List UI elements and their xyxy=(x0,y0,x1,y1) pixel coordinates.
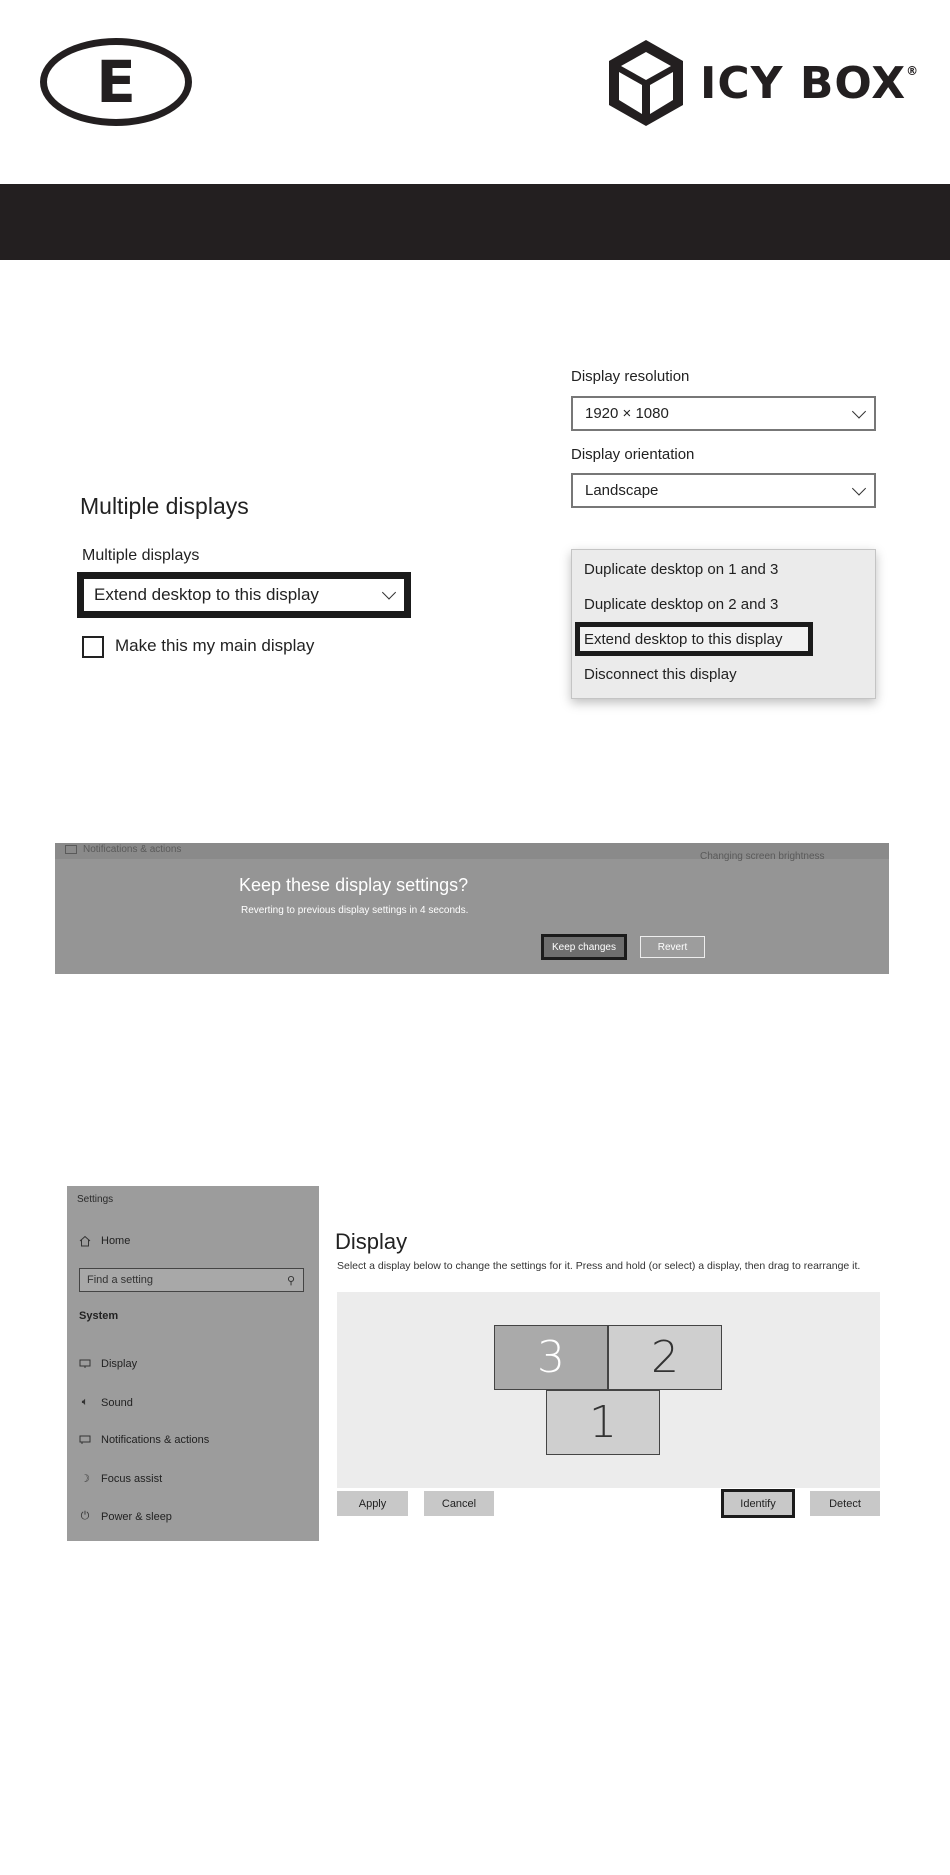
sidebar-item-focus-assist[interactable] xyxy=(79,1472,162,1485)
home-icon xyxy=(79,1235,91,1247)
monitor-icon xyxy=(79,1359,91,1369)
language-badge-letter: E xyxy=(96,48,136,116)
sidebar-item-notifications[interactable] xyxy=(79,1434,209,1446)
identify-label: Identify xyxy=(724,1492,792,1515)
resolution-value: 1920 × 1080 xyxy=(585,405,669,422)
dropdown-option[interactable]: Duplicate desktop on 2 and 3 xyxy=(584,596,779,613)
sidebar-item-display[interactable] xyxy=(79,1358,137,1370)
multiple-displays-value: Extend desktop to this display xyxy=(94,585,319,604)
multiple-displays-dropdown xyxy=(571,549,876,699)
sidebar-item-home[interactable] xyxy=(79,1235,130,1247)
notifications-nav-label: Notifications & actions xyxy=(83,844,182,855)
sidebar-item-label: Display xyxy=(101,1358,138,1370)
identify-button[interactable] xyxy=(721,1489,795,1518)
dropdown-option[interactable]: Disconnect this display xyxy=(584,666,737,683)
multiple-displays-select-highlight[interactable] xyxy=(77,572,411,618)
display-arrangement-area xyxy=(337,1292,880,1488)
keep-changes-button[interactable] xyxy=(541,934,627,960)
search-icon: ⚲ xyxy=(286,1275,295,1287)
multiple-displays-label: Multiple displays xyxy=(82,547,200,564)
sidebar-item-label: Power & sleep xyxy=(101,1510,172,1523)
revert-button[interactable]: Revert xyxy=(640,936,705,958)
brand-wordmark: ICY BOX xyxy=(700,58,907,109)
settings-sidebar xyxy=(67,1186,319,1541)
language-badge xyxy=(40,38,192,126)
main-display-checkbox[interactable] xyxy=(82,636,104,658)
notification-icon xyxy=(79,1435,91,1445)
sidebar-item-label: Focus assist xyxy=(101,1472,163,1485)
dropdown-option-selected[interactable] xyxy=(575,622,813,656)
cancel-button[interactable]: Cancel xyxy=(424,1491,494,1516)
page-description: Select a display below to change the settings for it. Press and hold (or select) a display, then drag to rearrange it. xyxy=(337,1260,861,1272)
notifications-nav-item xyxy=(65,844,181,855)
power-icon: ⏻ xyxy=(80,1510,90,1522)
settings-window-title: Settings xyxy=(77,1194,114,1205)
search-placeholder: Find a setting xyxy=(87,1274,154,1286)
search-input[interactable] xyxy=(79,1268,304,1292)
monitor-icon xyxy=(65,845,77,854)
chevron-down-icon xyxy=(852,404,866,418)
cube-logo-icon xyxy=(607,38,685,128)
sidebar-item-label: Sound xyxy=(101,1396,133,1409)
chevron-down-icon xyxy=(852,481,866,495)
header-bar xyxy=(0,184,950,260)
sidebar-item-label: Notifications & actions xyxy=(101,1434,210,1446)
page-title: Display xyxy=(335,1229,408,1254)
brand-name xyxy=(700,58,919,109)
dropdown-option-selected-inner: Extend desktop to this display xyxy=(580,627,808,651)
monitor-2[interactable]: 2 xyxy=(608,1325,722,1390)
resolution-select[interactable] xyxy=(571,396,876,431)
dialog-subtitle: Reverting to previous display settings in 4 seconds. xyxy=(241,905,469,916)
dialog-title: Keep these display settings? xyxy=(239,875,469,895)
sidebar-item-sound[interactable] xyxy=(79,1396,133,1409)
sidebar-item-power-sleep[interactable] xyxy=(79,1510,172,1523)
orientation-value: Landscape xyxy=(585,482,659,499)
resolution-label: Display resolution xyxy=(571,368,690,385)
sidebar-item-label: Home xyxy=(101,1235,131,1247)
chevron-down-icon xyxy=(382,585,396,599)
detect-button[interactable]: Detect xyxy=(810,1491,880,1516)
moon-icon: ☽ xyxy=(80,1473,90,1485)
main-display-checkbox-label: Make this my main display xyxy=(115,636,315,655)
multiple-displays-heading: Multiple displays xyxy=(80,493,249,519)
apply-button[interactable]: Apply xyxy=(337,1491,408,1516)
orientation-label: Display orientation xyxy=(571,446,695,463)
registered-mark: ® xyxy=(906,64,920,78)
monitor-1[interactable]: 1 xyxy=(546,1390,660,1455)
speaker-icon: 🔈︎ xyxy=(81,1396,89,1408)
orientation-select[interactable] xyxy=(571,473,876,508)
monitor-3[interactable]: 3 xyxy=(494,1325,608,1390)
keep-changes-label: Keep changes xyxy=(544,937,624,957)
brightness-label: Changing screen brightness xyxy=(700,851,825,862)
multiple-displays-select[interactable] xyxy=(84,579,404,611)
section-heading-system: System xyxy=(79,1310,119,1322)
dropdown-option[interactable]: Duplicate desktop on 1 and 3 xyxy=(584,561,779,578)
keep-settings-dialog xyxy=(55,843,889,974)
